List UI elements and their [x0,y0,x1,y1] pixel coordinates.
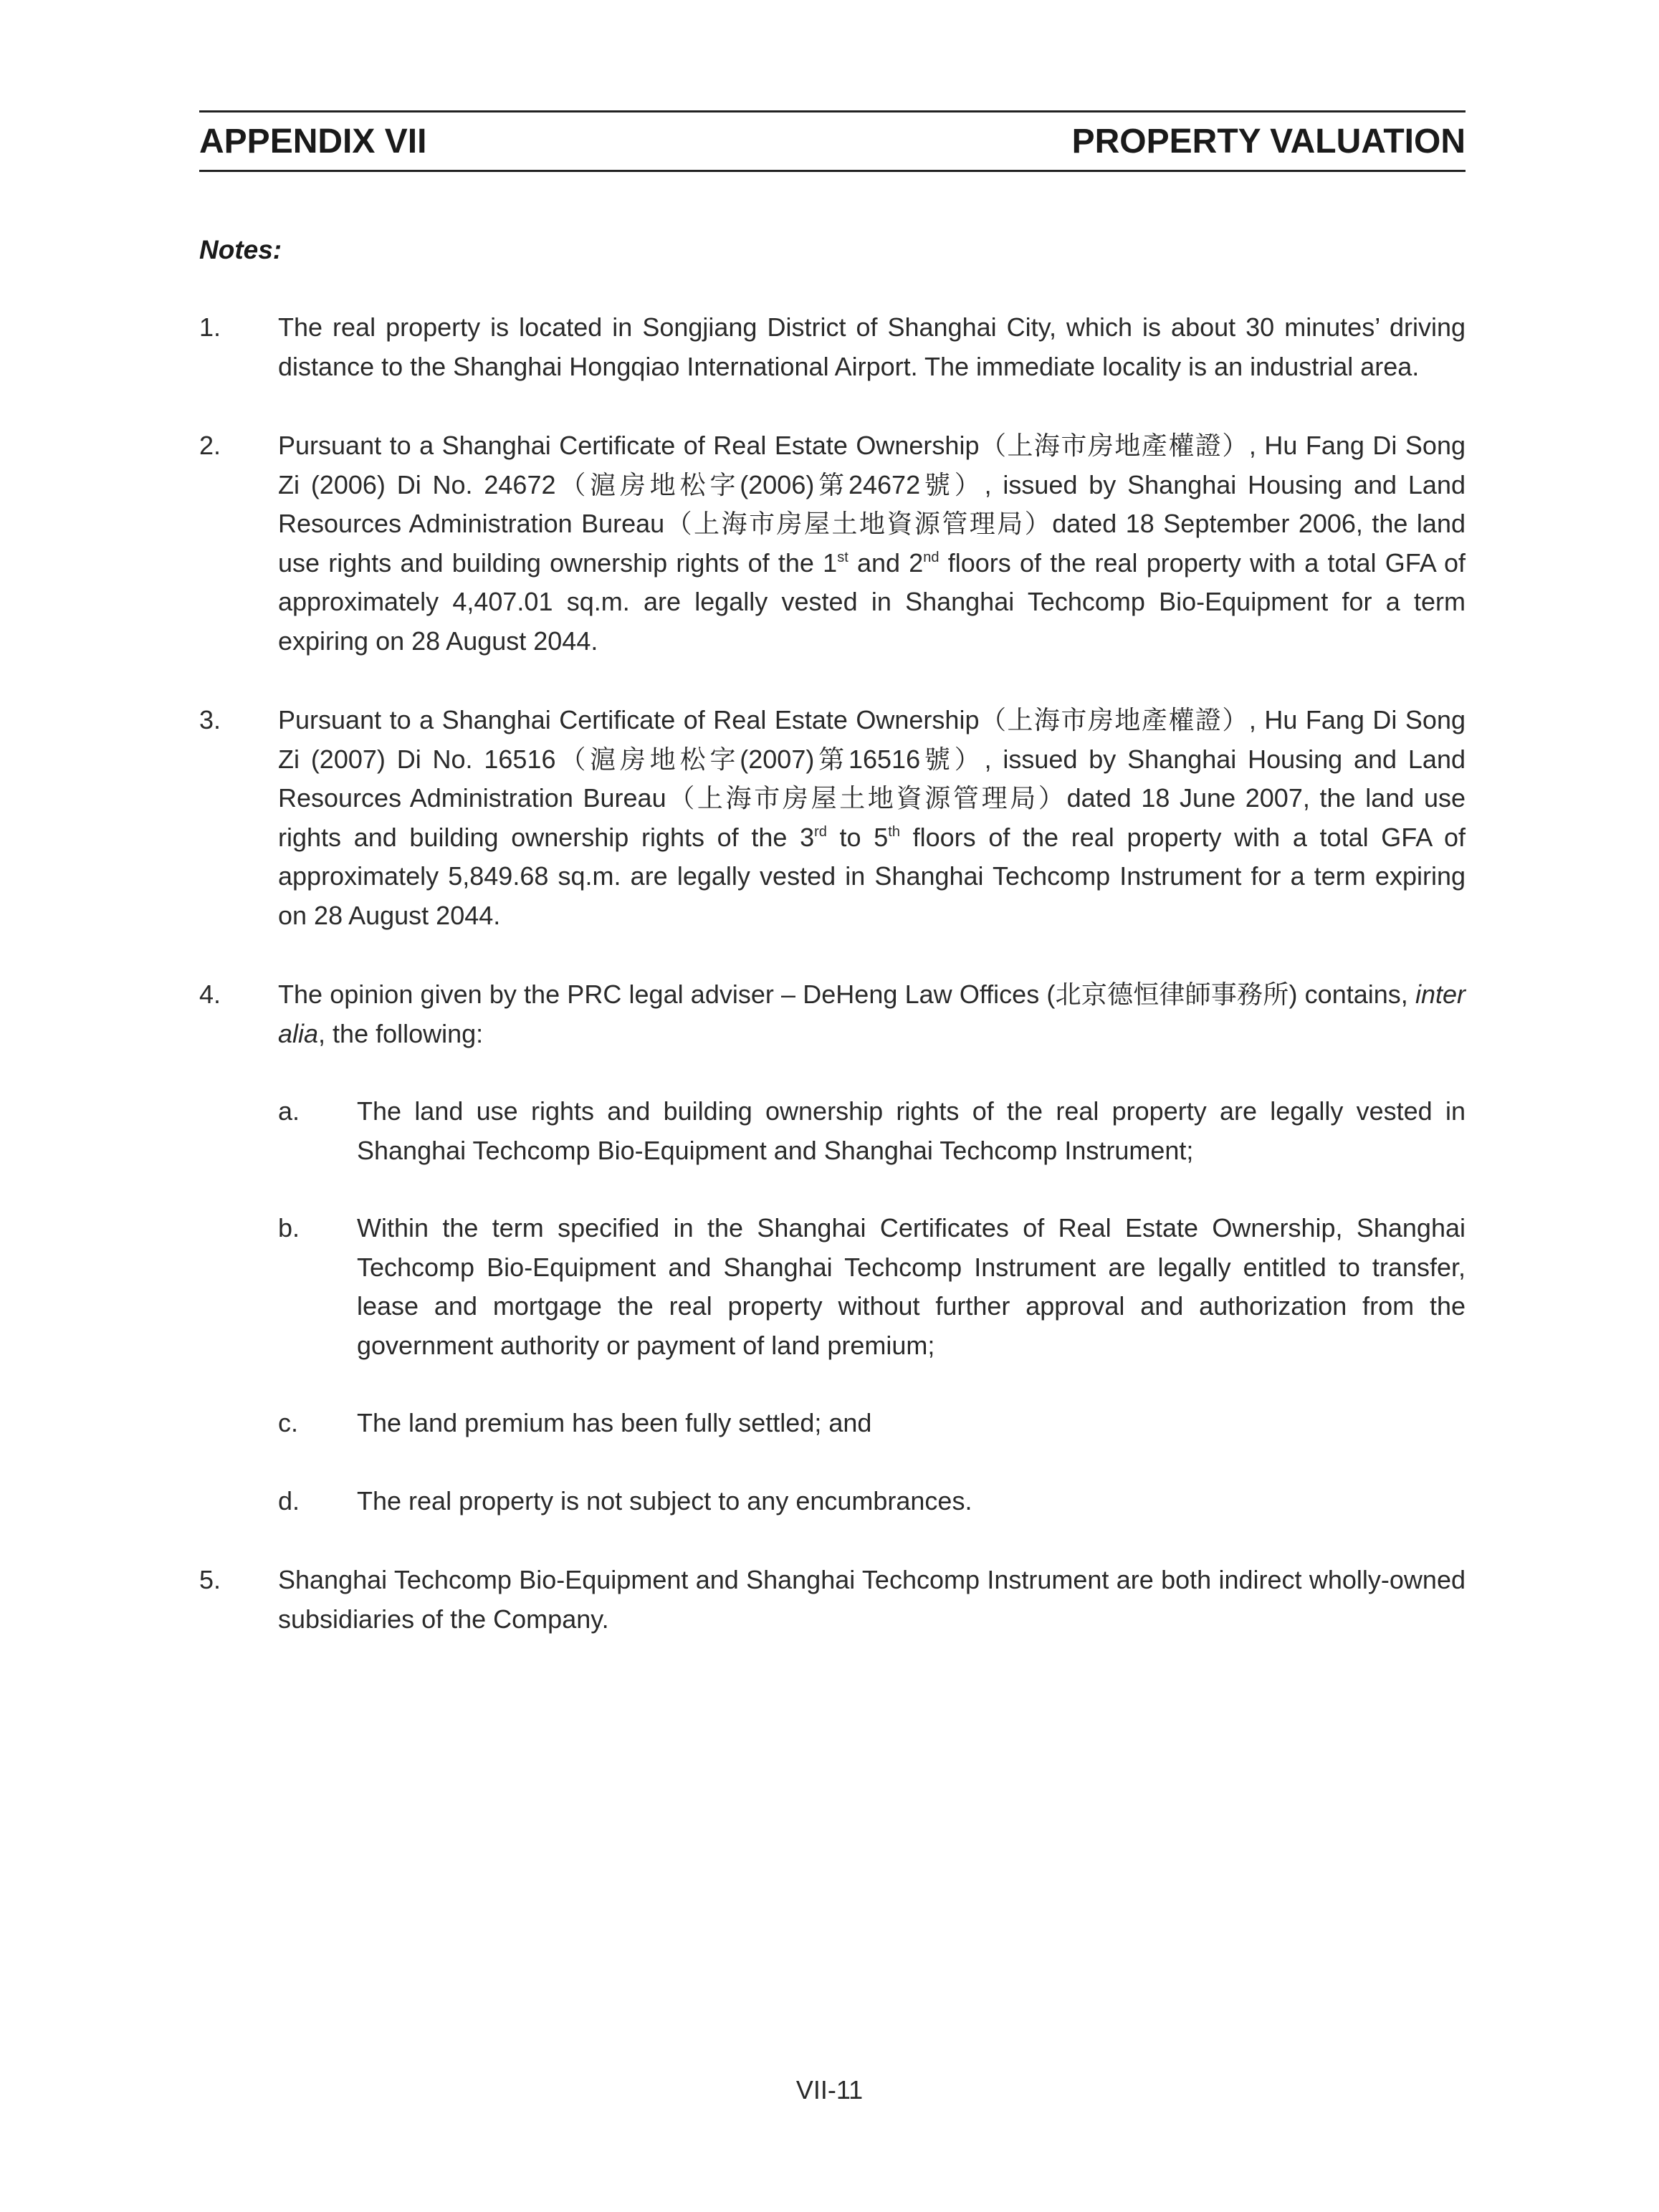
sub-item-b [278,1209,1466,1365]
sub-item-text: The real property is not subject to any encumbrances. [357,1485,972,1516]
note-number: 2. [199,431,221,460]
note-number: 3. [199,705,221,734]
sub-item-c [278,1404,1466,1443]
header-bottom-rule [199,170,1466,172]
note-text-part: and 2 [848,547,924,578]
note-text-part: The opinion given by the PRC legal adviser – DeHeng Law Offices (北京德恒律師事務所) contains, [278,980,1415,1009]
note-text-part: floors of the real property with a total GFA of approximately 5,849.68 sq.m. are legally vested in Shanghai Techcomp Instrument for a term expiring on 28 August 2044. [278,822,1466,930]
sub-item-a [278,1092,1466,1170]
sub-item-letter: d. [278,1485,300,1516]
note-number: 4. [199,980,221,1009]
note-text: Shanghai Techcomp Bio-Equipment and Shanghai Techcomp Instrument are both indirect wholly-owned subsidiaries of the Company. [278,1565,1466,1634]
ordinal-suffix: rd [814,823,827,840]
note-number: 1. [199,312,221,342]
page-header [199,110,1466,172]
sub-item-text: The land premium has been fully settled; and [357,1408,872,1437]
notes-list [199,308,1466,1679]
note-item-1 [199,308,1466,386]
sub-item-letter: b. [278,1213,300,1243]
note-text [278,975,1466,1521]
header-row [199,112,1466,170]
sub-item-text: The land use rights and building ownership rights of the real property are legally vested in Shanghai Techcomp Bio-Equipment and Shanghai Techcomp Instrument; [357,1096,1466,1165]
note-text-part: , the following: [318,1018,484,1048]
note-item-3 [199,701,1466,935]
note-item-5 [199,1561,1466,1639]
sub-item-d [278,1482,1466,1521]
note-text-part: Pursuant to a Shanghai Certificate of Real Estate Ownership（上海市房地產權證）, Hu Fang Di Song Zi (2007) Di No. 16516（滬房地松字(2007)第16516號）, issued by Shanghai Housing and Land Resources Administration Bureau（上海市房屋土地資源管理局）dated 18 June 2007, the land use rights and building ownership rights of the 3 [278,705,1466,852]
note-text [278,426,1466,661]
note-text [278,701,1466,935]
note-text-part: to 5 [826,822,889,852]
sub-item-text: Within the term specified in the Shanghai Certificates of Real Estate Ownership, Shanghai Techcomp Bio-Equipment and Shanghai Techcomp Instrument are legally entitled to transfer, lease and mortgage the real property without further approval and authorization from the government authority or payment of land premium; [357,1213,1466,1360]
note-text: The real property is located in Songjiang District of Shanghai City, which is about 30 minutes’ driving distance to the Shanghai Hongqiao International Airport. The immediate locality is an industrial area. [278,312,1466,381]
section-title: PROPERTY VALUATION [1071,122,1466,161]
ordinal-suffix: th [888,823,900,840]
notes-heading: Notes: [199,235,282,264]
note-text-part: floors of the real property with a total GFA of approximately 4,407.01 sq.m. are legally vested in Shanghai Techcomp Bio-Equipment for a term expiring on 28 August 2044. [278,547,1466,656]
sub-item-letter: c. [278,1408,299,1437]
appendix-label: APPENDIX VII [199,122,427,161]
note-item-2 [199,426,1466,661]
note-text-part: Pursuant to a Shanghai Certificate of Real Estate Ownership（上海市房地產權證）, Hu Fang Di Song Zi (2006) Di No. 24672（滬房地松字(2006)第24672號）, issued by Shanghai Housing and Land Resources Administration Bureau（上海市房屋土地資源管理局）dated 18 September 2006, the land use rights and building ownership rights of the 1 [278,431,1466,578]
ordinal-suffix: nd [923,549,940,565]
note-number: 5. [199,1565,221,1594]
ordinal-suffix: st [837,549,848,565]
page-number: VII-11 [795,2075,864,2105]
italic-phrase: inter alia [278,980,1466,1048]
note-item-4 [199,975,1466,1521]
sub-item-letter: a. [278,1096,300,1126]
